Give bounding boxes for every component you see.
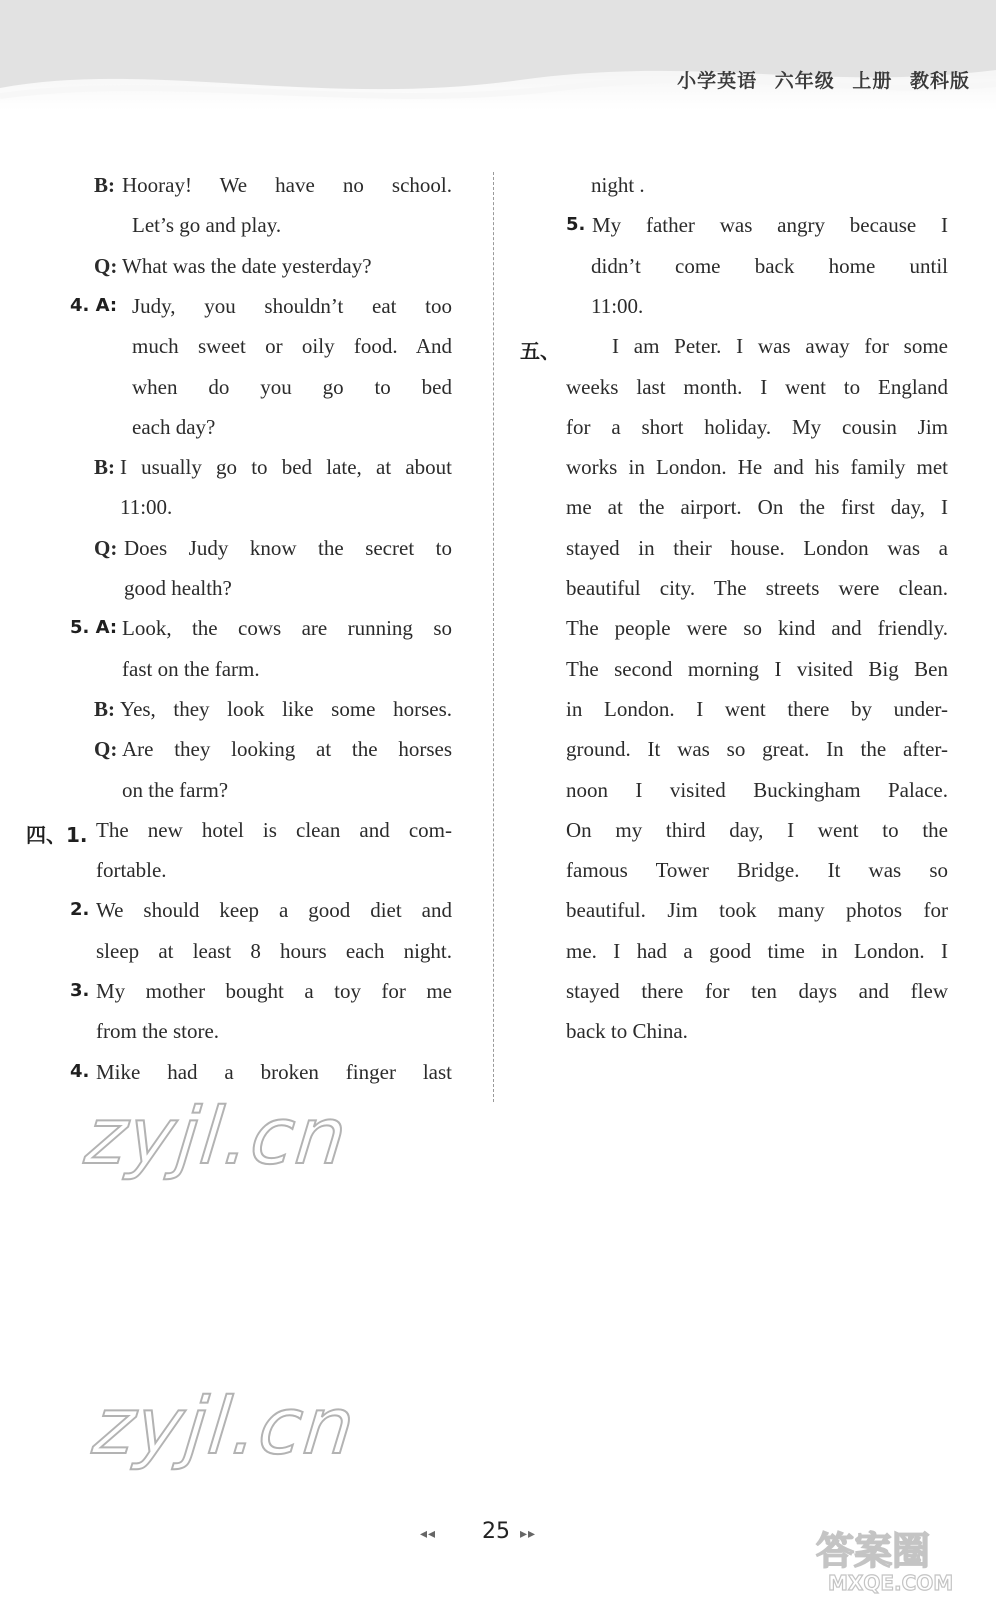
text-line: stayed there for ten days and flew (566, 979, 948, 1003)
text-line: We should keep a good diet and (96, 898, 452, 923)
prev-arrows-icon: ◂◂ (420, 1526, 437, 1542)
header-wave-decoration (0, 0, 996, 110)
text-line: works in London. He and his family met (566, 455, 948, 480)
speaker-label: B: (94, 455, 115, 480)
text-line: in London. I went there by under- (566, 696, 948, 721)
text-line: sleep at least 8 hours each night. (96, 938, 452, 963)
text-line: stayed in their house. London was a (566, 535, 948, 560)
watermark-text: zyjl.cn (81, 1092, 353, 1182)
item-number: 4. A: (70, 294, 118, 316)
text-line: 11:00. (591, 293, 644, 318)
text-line: fast on the farm. (122, 656, 260, 681)
item-number: 3. (70, 980, 90, 1001)
text-line: My mother bought a toy for me (96, 979, 452, 1003)
text-line: famous Tower Bridge. It was so (566, 858, 948, 883)
item-number: 4. (70, 1060, 90, 1082)
text-line: me at the airport. On the first day, I (566, 495, 948, 520)
text-line: ground. It was so great. In the after- (566, 737, 948, 762)
text-line: night . (591, 173, 645, 197)
text-line: On my third day, I went to the (566, 817, 948, 842)
text-line: beautiful. Jim took many photos for (566, 898, 948, 923)
text-line: Hooray! We have no school. (122, 173, 452, 197)
speaker-label: Q: (94, 737, 118, 762)
text-line: I am Peter. I was away for some (612, 334, 948, 359)
text-line: The new hotel is clean and com- (96, 817, 452, 842)
column-divider (493, 172, 494, 1102)
text-line: when do you go to bed (132, 374, 452, 399)
text-line: Look, the cows are running so (122, 616, 452, 641)
page-number: 25 (482, 1519, 510, 1544)
prev-page-arrows[interactable] (420, 1526, 436, 1542)
text-line: What was the date yesterday? (122, 253, 372, 278)
item-number: 5. (566, 214, 586, 236)
book-title: 小学英语 六年级 上册 教科版 (677, 70, 970, 92)
section-number: 五、 (520, 339, 560, 364)
text-line: The second morning I visited Big Ben (566, 656, 948, 681)
item-number: 四、1. (26, 822, 88, 847)
corner-logo-line1: 答案圈 (816, 1529, 931, 1573)
text-line: didn’t come back home until (591, 253, 948, 278)
speaker-label: B: (94, 696, 115, 721)
text-line: fortable. (96, 858, 167, 883)
text-line: on the farm? (122, 777, 229, 802)
text-line: beautiful city. The streets were clean. (566, 576, 948, 600)
next-page-arrows[interactable] (520, 1526, 536, 1542)
speaker-label: Q: (94, 535, 118, 560)
corner-logo-stamp (808, 1520, 988, 1596)
text-line: Let’s go and play. (132, 213, 282, 238)
text-line: good health? (124, 576, 232, 600)
text-line: Are they looking at the horses (122, 737, 452, 762)
text-line: from the store. (96, 1019, 220, 1044)
next-arrows-icon: ▸▸ (520, 1526, 537, 1542)
text-line: back to China. (566, 1019, 688, 1044)
speaker-label: B: (94, 173, 115, 197)
text-line: Mike had a broken finger last (96, 1059, 452, 1084)
text-line: much sweet or oily food. And (132, 334, 452, 359)
text-line: I usually go to bed late, at about (120, 455, 452, 480)
text-line: My father was angry because I (592, 213, 948, 238)
text-line: weeks last month. I went to England (566, 374, 948, 399)
item-number: 5. A: (70, 617, 118, 639)
speaker-label: Q: (94, 253, 118, 278)
watermark-text: zyjl.cn (89, 1382, 361, 1472)
text-line: noon I visited Buckingham Palace. (566, 777, 948, 802)
text-line: Yes, they look like some horses. (120, 696, 452, 721)
text-line: each day? (132, 414, 216, 439)
text-line: me. I had a good time in London. I (566, 938, 948, 963)
text-line: for a short holiday. My cousin Jim (566, 414, 948, 439)
text-line: Judy, you shouldn’t eat too (132, 293, 452, 318)
corner-logo-line2: MXQE.COM (828, 1571, 954, 1595)
text-line: Does Judy know the secret to (124, 535, 452, 560)
item-number: 2. (70, 899, 90, 921)
text-line: 11:00. (120, 495, 173, 520)
text-line: The people were so kind and friendly. (566, 616, 948, 641)
